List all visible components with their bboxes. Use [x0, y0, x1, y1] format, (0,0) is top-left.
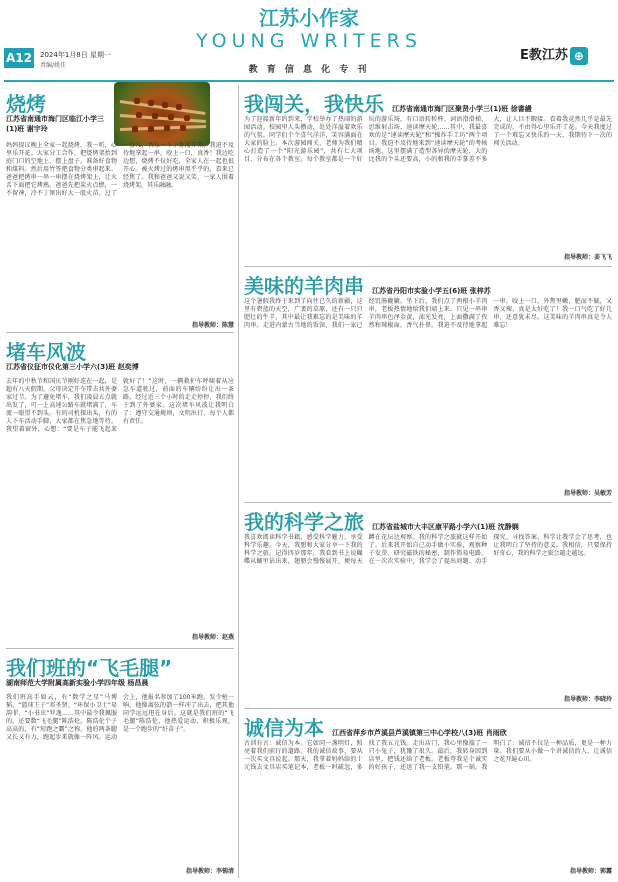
article-byline: 江苏省仪征市仪化第三小学六(3)班 赵奕博 [6, 363, 139, 371]
brand-name: E教江苏 [520, 48, 568, 63]
article-instructor: 指导教师：陈慧 [191, 322, 234, 329]
article-instructor: 指导教师：郭露 [569, 868, 612, 875]
article-kexuezhilv [244, 506, 612, 706]
issue-date: 2024年1月8日 星期一 [40, 51, 111, 59]
brand-mark-icon: ⊕ [570, 47, 588, 65]
article-instructor: 指导教师：李锡清 [185, 868, 234, 875]
article-title: 诚信为本 [244, 716, 324, 740]
column-divider [238, 86, 239, 878]
article-body: 妈妈提议晚上全家一起烧烤，我一听，心里乐开花。大家分工合作，把烧烤架抬到庭门口的空地上，摆上盘子，准备好食物和煤料。然后用竹签把食物分类串起来。爸爸把烤串一串一串摆在烧烤架上，让火舌下面把它烤熟。爸爸先把炭火点燃，一不留神，冷不丁窜出好大一股火苗。过了一会儿，香味一下子弥漫开来，我迫不及待地拿起一串，咬上一口，真香！我边吃边想，烧烤不仅好吃，全家人在一起也很开心。被火烤过的烤串黑乎乎的，看来已经焦了。我和爸爸又说又笑，一家人围着烧烤架，其乐融融。 [6, 142, 234, 197]
article-title: 我的科学之旅 [244, 510, 364, 534]
article-body: 为了迎接新年的到来，学校举办了热闹的游园活动。校园里人头攒动，处处洋溢着欢乐的气氛。同学们个个喜气洋洋，笑容满面在大家的脸上。本次游园闯关，老师为我们精心打造了一个“阳光游乐园”，共有七大项目，分布在各个教室。每个教室都是一个好玩的游乐场，有口语转转杯、词语滑滑梯、思维射击场、速读摩天轮……其中，我最喜欢的是“速读摩天轮”和“操作手工坊”两个项目。我迫不及待地来到“速读摩天轮”的考核场地。这里摆满了造型各异的摩天轮，大的比我的个头还要高，小的和我的手掌差不多大，让人目不暇接。看着我竟然几乎是最先完成的，不由得心里乐开了花。今天我度过了一个难忘又快乐的一天，我期待下一次的闯关活动。 [244, 116, 612, 163]
divider [6, 648, 234, 649]
article-duche [6, 336, 234, 642]
divider [6, 332, 234, 333]
article-chuangguan [244, 88, 612, 264]
article-title: 美味的羊肉串 [244, 274, 364, 298]
article-instructor: 指导教师：李晓玲 [563, 696, 612, 703]
article-instructor: 指导教师：姜飞飞 [563, 254, 612, 261]
page-number: A12 [4, 48, 34, 68]
article-title: 堵车风波 [6, 340, 86, 364]
article-title: 我们班的“飞毛腿” [6, 656, 173, 680]
column-english-title: YOUNG WRITERS [196, 30, 422, 52]
article-byline: 湖南师范大学附属高新实验小学四年级 杨昌晨 [6, 679, 149, 687]
page-header [0, 0, 618, 92]
editor-credit: 责编/姚佳 [40, 62, 67, 69]
divider [244, 708, 612, 709]
article-body: 我们班高手如云，有“数学之星”马博韬、“篮球王子”邓圣贤、“环保小卫士”易韵菲、“小书虫”罗逸……其中最令我佩服的，还要数“飞毛腿”陈浩伦。陈浩伦个子高高的，有“短跑之霸”之称。他的两条腿又长又有力，跑起步来就像一阵风。运动会上，他报名参加了100米跑。发令枪一响，他像离弦的箭一样冲了出去，把其他同学远远甩在身后。这就是我们班的“飞毛腿”陈浩伦，他热爱运动、积极乐观，是一个跑步的“好苗子”。 [6, 694, 234, 741]
divider [244, 502, 612, 503]
divider [244, 266, 612, 267]
article-feimaotui [6, 652, 234, 878]
article-byline: 江苏省丹阳市实验小学五(6)班 张梓苏 [372, 287, 491, 295]
article-body: 我喜欢阅读科学书籍，感受科学魅力，享受科学乐趣。今天，我想和大家分享一下我的科学之旅。记得四岁那年，我看到书上说蝴蝶从蛹里钻出来，翅膀会慢慢展开，便每天蹲在花坛边观察。我的科学之旅就这样开始了。后来我开始自己动手做小实验，观察种子发芽、研究磁铁的秘密、制作简易电路。在一次次实验中，我学会了提出问题、动手探究、寻找答案。科学让我学会了思考，也让我明白了坚持的意义。我相信，只要保持好奇心，我的科学之旅会越走越远。 [244, 534, 612, 565]
header-rule [4, 80, 614, 82]
column-title: 江苏小作家 [259, 6, 359, 30]
column-subtitle: 教 育 信 息 化 专 刊 [248, 65, 370, 75]
article-byline: 江苏省盐城市大丰区康平路小学六(1)班 沈静娴 [372, 523, 519, 531]
article-instructor: 指导教师：赵燕 [191, 634, 234, 641]
article-yangrouchuan [244, 270, 612, 500]
article-title: 我闯关，我快乐 [244, 92, 384, 116]
article-byline: 江苏省南通市海门区临江小学三(1)班 谢宇玲 [6, 115, 104, 133]
article-instructor: 指导教师：吴敏芳 [563, 490, 612, 497]
article-body: 去年的中秋节和国庆节刚好连在一起，是超有八天假期，父母决定开车带去共外婆家过节。为了避免堵车，我们凌晨五点就出发了，可一上高速公路车就堵满了，车流一眼望不到头。有的司机探出头，有的人下车活动手脚，大家都在焦急地等待。我望着窗外，心想：“要是车子能飞起来就好了！”这时，一辆救护车呼啸着从应急车道驶过，前面的车辆纷纷让出一条路。经过近三个小时的走走停停，我们终于到了外婆家。这次堵车风波让我明白了：遵守交通规则，文明出行，每个人都有责任。 [6, 378, 234, 433]
article-byline: 江苏省南通市海门区聚贤小学三(1)班 徐書縵 [392, 105, 532, 113]
article-byline: 江西省萍乡市芦溪县芦溪镇第三中心学校八(3)班 肖雨欣 [332, 729, 507, 737]
article-body: 古训有言：诚信为本。它如同一盏明灯，照亮着我们前行的道路。我的诚信故事，要从一次买文具说起。那天，我拿着妈妈给的十元钱去文具店买笔记本，老板一时疏忽，多找了我五元钱。走出店门，我心里像揣了一只小兔子，犹豫了很久。最后，我转身回到店里，把钱还给了老板。老板夸我是个诚实的好孩子，还送了我一支铅笔。那一刻，我明白了：诚信不仅是一种品质，更是一种力量。我们要从小做一个讲诚信的人，让诚信之花开遍心田。 [244, 740, 612, 771]
article-body: 这个暑假我终于来到了向往已久的新疆，这里有碧蓝的天空，广袤的草原，还有一只只肥壮的牛羊，其中最让我难忘的是美味的羊肉串。走进内蒙古当地的饭馆，我们一家已经饥肠辘辘。坐下后，我们点了两根小羊肉串，老板热情地给我们端上来。只见一串串羊肉串色泽金黄，油光发亮，上面撒满了孜然和辣椒面，香气扑鼻。我迫不及待地拿起一串，咬上一口，外焦里嫩，肥而不腻，又香又辣，真是太好吃了！我一口气吃了好几串，还意犹未尽。这美味的羊肉串真是令人难忘！ [244, 298, 612, 329]
brand-logo [520, 44, 588, 65]
article-chengxin [244, 712, 612, 878]
article-shaokao [6, 88, 234, 330]
article-title: 烧烤 [6, 92, 46, 116]
